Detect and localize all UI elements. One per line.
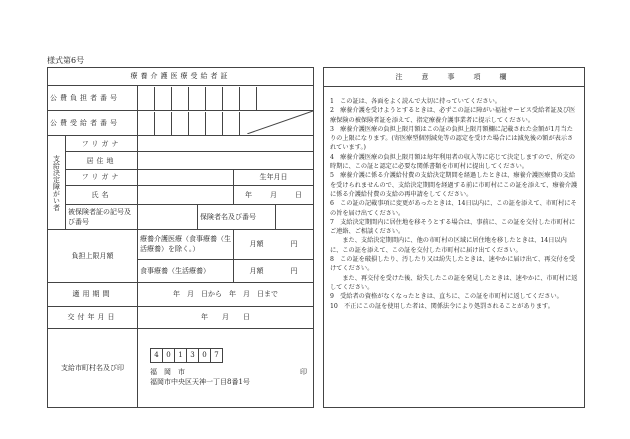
- yen-label-1: 円: [290, 240, 298, 249]
- issue-date-label: 交付年月日: [48, 306, 138, 328]
- burden-limit-label: 負担上限月額: [48, 230, 138, 283]
- postal-code-boxes: [150, 348, 223, 363]
- recipient-card: [47, 67, 314, 408]
- municipality-field: [138, 328, 314, 407]
- yen-label-2: 円: [290, 266, 298, 275]
- postal-digit: 1: [174, 349, 186, 362]
- postal-digit: 3: [186, 349, 198, 362]
- birthdate-label: 生年月日: [234, 170, 314, 186]
- postal-digit: 0: [198, 349, 210, 362]
- notes-list: [324, 87, 584, 311]
- note-item: 6 この証の記載事項に変更があったときは、14日以内に、この証を添えて、市町村にその旨を届け出てください。: [330, 200, 577, 217]
- furigana-label-1: フリガナ: [66, 136, 138, 152]
- furigana-field-1: [138, 136, 314, 152]
- municipality-label: 支給市町村名及び印: [48, 328, 138, 407]
- public-recipient-number-boxes: [138, 111, 314, 136]
- note-item: また、支給決定期間内に、他の市町村の区域に居住地を移したときは、14日以内に、この証を添えて、この証を交付した市町村に届け出てください。: [330, 237, 567, 254]
- postal-digit: 4: [154, 351, 159, 360]
- notes-panel: [323, 67, 585, 408]
- note-item: 2 療養介護を受けようとするときは、必ずこの証に障がい福祉サービス受給者証及び医療保険の被保険者証を添えて、指定療養介護事業者に提示してください。: [330, 107, 576, 124]
- birthdate-field: [234, 185, 314, 204]
- burden-item-2: 食事療養（生活療養）: [138, 259, 234, 282]
- note-item: 10 不正にこの証を使用した者は、関係法令により処罰されることがあります。: [330, 302, 554, 310]
- name-field: [138, 185, 234, 204]
- burden-item-1: 療養介護医療（食事療養（生活療養）を除く。）: [138, 230, 234, 259]
- beneficiary-side-label: 支給決定障がい者: [48, 136, 66, 230]
- burden-amount-1: [234, 230, 314, 259]
- insured-symbol-field: [138, 204, 198, 229]
- card-title: 療養介護医療受給者証: [48, 68, 314, 86]
- issue-date-value: 年 月 日: [138, 306, 314, 328]
- address-label: 居住地: [66, 152, 138, 170]
- note-item: 3 療養介護医療の負担上限月額はこの証の負担上限月額欄に記載された金額が1月当たりの上限になります。(寄医療型個別減免等の認定を受けた場合には減免後の額が表示されています。): [330, 125, 574, 152]
- furigana-field-2: [138, 170, 234, 186]
- form-number: 様式第6号: [47, 56, 85, 65]
- note-item: 1 この証は、各面をよく読んで大切に持っていてください。: [330, 98, 501, 105]
- address-field: [138, 152, 314, 170]
- period-label: 適用期間: [48, 282, 138, 306]
- burden-amount-2: [234, 259, 314, 282]
- period-value: 年 月 日から 年 月 日まで: [138, 282, 314, 306]
- insured-symbol-label: 被保険者証の記号及び番号: [66, 204, 138, 229]
- public-payer-number-boxes: [138, 85, 314, 110]
- notes-title: 注 意 事 項 欄: [324, 68, 584, 87]
- monthly-label-1: 月額: [249, 240, 264, 249]
- birth-month-unit: 月: [270, 190, 277, 199]
- insurer-number-field: [276, 204, 314, 229]
- monthly-label-2: 月額: [249, 266, 264, 275]
- note-item: 7 支給決定期間内に居住地を移そうとする場合は、事前に、この証を交付した市町村にご連絡、ご相談ください。: [330, 218, 576, 236]
- public-recipient-number-label: 公費受給者番号: [48, 111, 138, 136]
- postal-digit: 0: [162, 349, 174, 362]
- birth-year-unit: 年: [245, 190, 252, 199]
- note-item: 9 受給者の資格がなくなったときは、直ちに、この証を市町村に返してください。: [330, 293, 563, 301]
- furigana-label-2: フリガナ: [66, 170, 138, 186]
- postal-digit: 7: [210, 349, 222, 362]
- note-item: 8 この証を破損したり、汚したり又は紛失したときは、速やかに届け出て、再交付を受けてください。: [330, 256, 576, 273]
- name-label: 氏名: [66, 185, 138, 204]
- note-item: また、再交付を受けた後、紛失したこの証を発見したときは、速やかに、市町村に返してください。: [330, 274, 578, 291]
- insurer-number-label: 保険者名及び番号: [198, 204, 276, 229]
- note-item: 4 療養介護医療の負担上限月額は毎年利用者の収入等に応じて決定しますので、所定の時期に、この証と認定に必要な関係書類を市町村に提出してください。: [330, 153, 576, 171]
- municipality-address: 福岡市中央区天神一丁目8番1号: [150, 378, 250, 387]
- birth-day-unit: 日: [295, 190, 302, 199]
- city-name: 福 岡 市: [150, 368, 185, 377]
- note-item: 5 療養介護に係る介護給付費の支給決定期間を経過したときは、療養介護医療費の支給を受けられませんので、支給決定期間を経過する前に市町村にこの証を添えて、療養介護に係る介護給付費の支給の再申請をしてください。: [330, 172, 578, 198]
- public-payer-number-label: 公費負担者番号: [48, 85, 138, 110]
- seal-mark: 印: [300, 368, 307, 377]
